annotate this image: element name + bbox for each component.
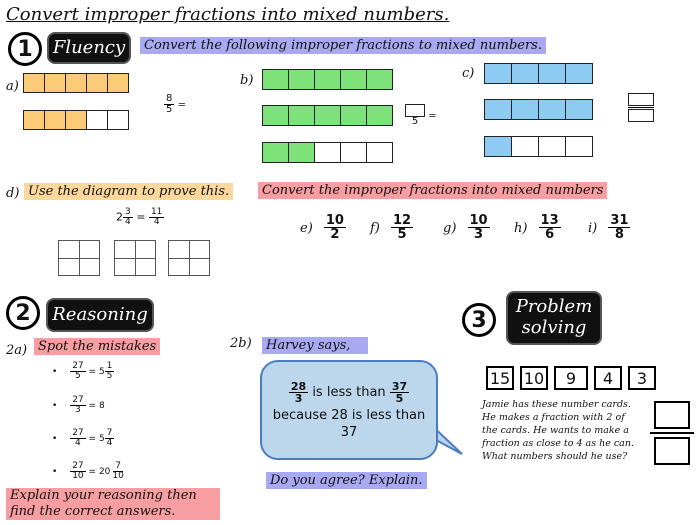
mistake-1-d: 5	[75, 371, 81, 381]
improper-d-denominator: 4	[153, 217, 160, 227]
prove-instruction: Use the diagram to prove this.	[24, 183, 233, 200]
mistake-3	[52, 429, 114, 448]
diagram-grid-2	[114, 240, 156, 276]
mistake-1-whole: 5	[98, 367, 105, 377]
fraction-b-denominator: 5	[411, 116, 419, 127]
mixed-number-d	[116, 208, 164, 227]
diagram-grid-3	[168, 240, 210, 276]
mistake-2-whole: 8	[98, 401, 105, 411]
question-2a-label: 2a)	[6, 343, 28, 358]
explain-line-1: Explain your reasoning then	[10, 488, 197, 503]
bullet: •	[52, 434, 58, 444]
mistake-1-rn: 1	[106, 361, 113, 371]
mistake-1	[52, 362, 114, 381]
fluency-badge: Fluency	[47, 32, 131, 64]
answer-denominator-box[interactable]	[654, 437, 690, 465]
problem-line-5: What numbers should he use?	[482, 451, 628, 462]
bubble-line-1	[289, 381, 409, 404]
mistake-4-eq: =	[88, 467, 97, 477]
bar-c-2	[484, 99, 592, 120]
spot-mistakes-header: Spot the mistakes	[34, 338, 160, 355]
agree-question: Do you agree? Explain.	[266, 472, 427, 489]
mixed-d-equals: =	[136, 210, 146, 224]
explain-instruction	[6, 488, 220, 520]
bubble-line-3: 37	[340, 424, 358, 440]
bullet: •	[52, 467, 58, 477]
fraction-b-equals: =	[428, 110, 437, 122]
problem-line-3: the cards. He wants to make a	[482, 425, 629, 436]
bar-a-1	[23, 73, 128, 93]
item-e-label: e)	[300, 221, 313, 236]
convert-item-i	[588, 214, 630, 241]
question-d-label: d)	[6, 186, 20, 201]
item-e-numerator: 10	[325, 213, 344, 228]
mixed-d-numerator: 3	[125, 207, 131, 217]
item-g-denominator: 3	[474, 227, 484, 242]
fraction-c-numerator-box[interactable]	[628, 93, 654, 106]
bar-a-2	[23, 110, 128, 130]
mistake-4-whole: 20	[98, 467, 111, 477]
bubble-line-2: because 28 is less than	[272, 407, 426, 423]
bubble-frac2-n: 37	[391, 379, 408, 393]
mistake-1-n: 27	[72, 361, 84, 371]
mistake-3-rd: 4	[106, 438, 113, 448]
mistake-3-rn: 7	[106, 428, 113, 438]
mistake-2	[52, 396, 105, 415]
number-card: 10	[520, 366, 548, 390]
question-b-label: b)	[240, 73, 254, 88]
question-a-label: a)	[6, 79, 19, 94]
badge-line-2: solving	[521, 317, 587, 338]
fraction-c-denominator-box[interactable]	[628, 109, 654, 122]
item-h-numerator: 13	[540, 213, 559, 228]
item-f-label: f)	[370, 221, 380, 236]
item-h-label: h)	[514, 221, 528, 236]
item-h-denominator: 6	[545, 227, 555, 242]
bullet: •	[52, 401, 58, 411]
question-2b-label: 2b)	[230, 336, 252, 351]
item-i-numerator: 31	[610, 213, 629, 228]
bar-c-3	[484, 136, 592, 157]
reasoning-badge: Reasoning	[46, 298, 154, 332]
item-g-numerator: 10	[469, 213, 488, 228]
answer-fraction-line	[650, 432, 694, 434]
fraction-a-equals: =	[177, 99, 186, 111]
mistake-3-eq: =	[88, 434, 97, 444]
item-e-denominator: 2	[330, 227, 340, 242]
problem-solving-badge	[506, 291, 602, 345]
mistake-4-rn: 7	[115, 461, 121, 471]
item-f-denominator: 5	[397, 227, 407, 242]
mistake-4-rd: 10	[112, 471, 124, 481]
fraction-a	[164, 94, 186, 115]
fraction-b	[405, 104, 437, 127]
mistake-2-n: 27	[72, 395, 84, 405]
problem-text	[482, 398, 654, 463]
convert-item-g	[443, 214, 490, 241]
mistake-1-eq: =	[88, 367, 97, 377]
bar-b-1	[262, 69, 392, 90]
mixed-d-denominator: 4	[125, 217, 131, 227]
number-card: 3	[628, 366, 656, 390]
bubble-mid-text: is less than	[312, 384, 386, 400]
fraction-a-denominator: 5	[166, 104, 173, 115]
item-i-denominator: 8	[614, 227, 624, 242]
badge-line-1: Problem	[515, 296, 593, 318]
improper-d-numerator: 11	[150, 207, 163, 217]
mistake-3-whole: 5	[98, 434, 105, 444]
section-number-2: 2	[6, 296, 40, 330]
page-title: Convert improper fractions into mixed numbers.	[6, 4, 450, 25]
mistake-3-d: 4	[75, 438, 81, 448]
speech-bubble	[260, 360, 438, 460]
bar-c-1	[484, 63, 592, 84]
bullet: •	[52, 367, 58, 377]
section-number-1: 1	[8, 32, 42, 66]
mistake-2-eq: =	[88, 401, 97, 411]
convert-item-h	[514, 214, 561, 241]
number-cards	[486, 366, 656, 390]
number-card: 15	[486, 366, 514, 390]
item-f-numerator: 12	[392, 213, 412, 228]
fraction-c	[628, 93, 654, 122]
item-i-label: i)	[588, 221, 598, 236]
fluency-instruction: Convert the following improper fractions to mixed numbers.	[140, 37, 546, 54]
number-card: 9	[554, 366, 588, 390]
problem-line-2: He makes a fraction with 2 of	[482, 412, 625, 423]
mistake-1-rd: 5	[106, 371, 113, 381]
convert-header: Convert the improper fractions into mixed numbers	[258, 182, 607, 199]
mixed-d-whole: 2	[116, 210, 123, 224]
fraction-a-numerator: 8	[166, 93, 173, 104]
convert-item-f	[370, 214, 413, 241]
mistake-2-d: 3	[75, 405, 81, 415]
answer-numerator-box[interactable]	[654, 401, 690, 429]
problem-line-4: fraction as close to 4 as he can.	[482, 438, 634, 449]
mistake-3-n: 27	[72, 428, 84, 438]
problem-line-1: Jamie has these number cards.	[482, 399, 631, 410]
diagram-grid-1	[58, 240, 100, 276]
section-number-3: 3	[462, 303, 496, 337]
bubble-frac2-d: 5	[395, 391, 404, 405]
explain-line-2: find the correct answers.	[10, 504, 176, 519]
bar-b-2	[262, 105, 392, 126]
item-g-label: g)	[443, 221, 457, 236]
bar-b-3	[262, 142, 392, 163]
convert-item-e	[300, 214, 346, 241]
mistake-4-d: 10	[72, 471, 84, 481]
bubble-frac1-d: 3	[294, 391, 303, 405]
harvey-says-header: Harvey says,	[262, 337, 368, 354]
bubble-frac1-n: 28	[290, 379, 307, 393]
number-card: 4	[594, 366, 622, 390]
mistake-4	[52, 462, 126, 481]
mistake-4-n: 27	[72, 461, 84, 471]
question-c-label: c)	[462, 66, 475, 81]
convert-items	[300, 214, 640, 254]
